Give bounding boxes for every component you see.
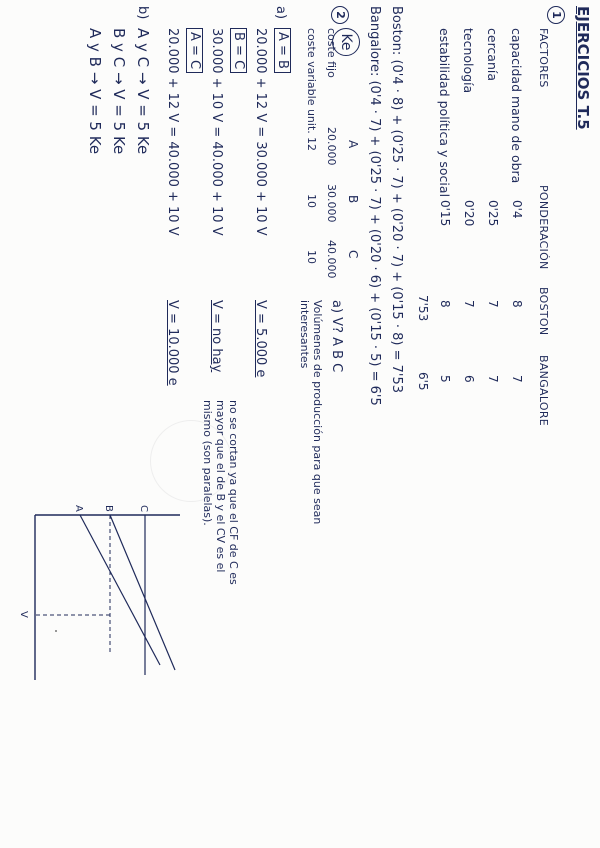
coste-fijo-b: 30.000 [325, 184, 338, 223]
part-b-label: b) [135, 6, 150, 20]
a-equals-c-equation: 20.000 + 12 V = 40.000 + 10 V [165, 28, 180, 236]
header-bangalore: BANGALORE [537, 355, 550, 427]
graph-label-v: V [18, 611, 29, 618]
part-b-line-1: A y C → V = 5 Ke [134, 28, 152, 155]
boston-row-3: 7 [462, 300, 476, 308]
a-equals-b-box: A = B [275, 28, 290, 73]
ponderacion-row-2: 0'25 [486, 200, 500, 227]
coste-fijo-label: coste fijo [325, 28, 338, 78]
bangalore-row-1: 7 [510, 375, 524, 383]
bangalore-row-3: 6 [462, 375, 476, 383]
factor-row-1: capacidad mano de obra [509, 28, 524, 184]
a-equals-b-result: V = 5.000 e [253, 300, 268, 378]
boston-row-2: 7 [486, 300, 500, 308]
page-title: EJERCICIOS T.5 [574, 6, 592, 130]
graph-label-b: B [103, 505, 114, 512]
col-a-header: A [346, 140, 360, 149]
coste-fijo-a: 20.000 [325, 127, 338, 166]
boston-total: 7'53 [416, 295, 430, 322]
col-c-header: C [346, 250, 360, 259]
graph-label-c: C [138, 505, 149, 512]
exercise-2-marker: 2 [331, 6, 352, 24]
part-b-line-2: B y C → V = 5 Ke [110, 28, 128, 155]
question-note: Volúmenes de producción para que sean interesantes [298, 300, 324, 525]
a-equals-c-result: V = 10.000 e [165, 300, 180, 386]
col-b-header: B [346, 195, 360, 204]
question-a: a) V? A B C [329, 300, 344, 373]
ponderacion-row-3: 0'20 [462, 200, 476, 227]
coste-variable-c: 10 [305, 250, 318, 264]
part-b-line-3: A y B → V = 5 Ke [86, 28, 104, 155]
cost-graph [15, 505, 185, 685]
bangalore-total: 6'5 [416, 372, 430, 391]
factor-row-4: estabilidad política y social [437, 28, 452, 198]
header-boston: BOSTON [537, 287, 550, 336]
boston-row-1: 8 [510, 300, 524, 308]
factor-row-2: cercanía [485, 28, 500, 82]
header-ponderacion: PONDERACIÓN [537, 185, 550, 270]
coste-variable-label: coste variable unit. [305, 28, 318, 134]
coste-variable-b: 10 [305, 194, 318, 208]
b-equals-c-result: V = no hay [209, 300, 224, 373]
ke-unit-circle: Ke [332, 28, 360, 56]
boston-row-4: 8 [438, 300, 452, 308]
ponderacion-row-1: 0'4 [510, 200, 524, 219]
coste-variable-a: 12 [305, 137, 318, 151]
factor-row-3: tecnología [461, 28, 476, 94]
bangalore-row-4: 5 [438, 375, 452, 383]
bangalore-calculation: Bangalore: (0'4 · 7) + (0'25 · 7) + (0'20 · 6) + (0'15 · 5) = 6'5 [367, 6, 382, 406]
a-equals-c-box: A = C [187, 28, 202, 73]
a-equals-b-equation: 20.000 + 12 V = 30.000 + 10 V [253, 28, 268, 236]
graph-label-a: A [73, 505, 84, 512]
boston-calculation: Boston: (0'4 · 8) + (0'25 · 7) + (0'20 · 7) + (0'15 · 8) = 7'53 [389, 6, 404, 393]
b-equals-c-equation: 30.000 + 10 V = 40.000 + 10 V [209, 28, 224, 236]
part-a-label: a) [273, 6, 288, 20]
header-factores: FACTORES [537, 28, 550, 88]
line-b [110, 515, 175, 670]
coste-fijo-c: 40.000 [325, 240, 338, 279]
b-equals-c-box: B = C [231, 28, 246, 73]
bangalore-row-2: 7 [486, 375, 500, 383]
exercise-1-marker: 1 [547, 6, 568, 24]
ponderacion-row-4: 0'15 [438, 200, 452, 227]
b-equals-c-note: no se cortan ya que el CF de C es mayor que el de B y el CV es el mismo (son paralelas). [201, 400, 240, 585]
